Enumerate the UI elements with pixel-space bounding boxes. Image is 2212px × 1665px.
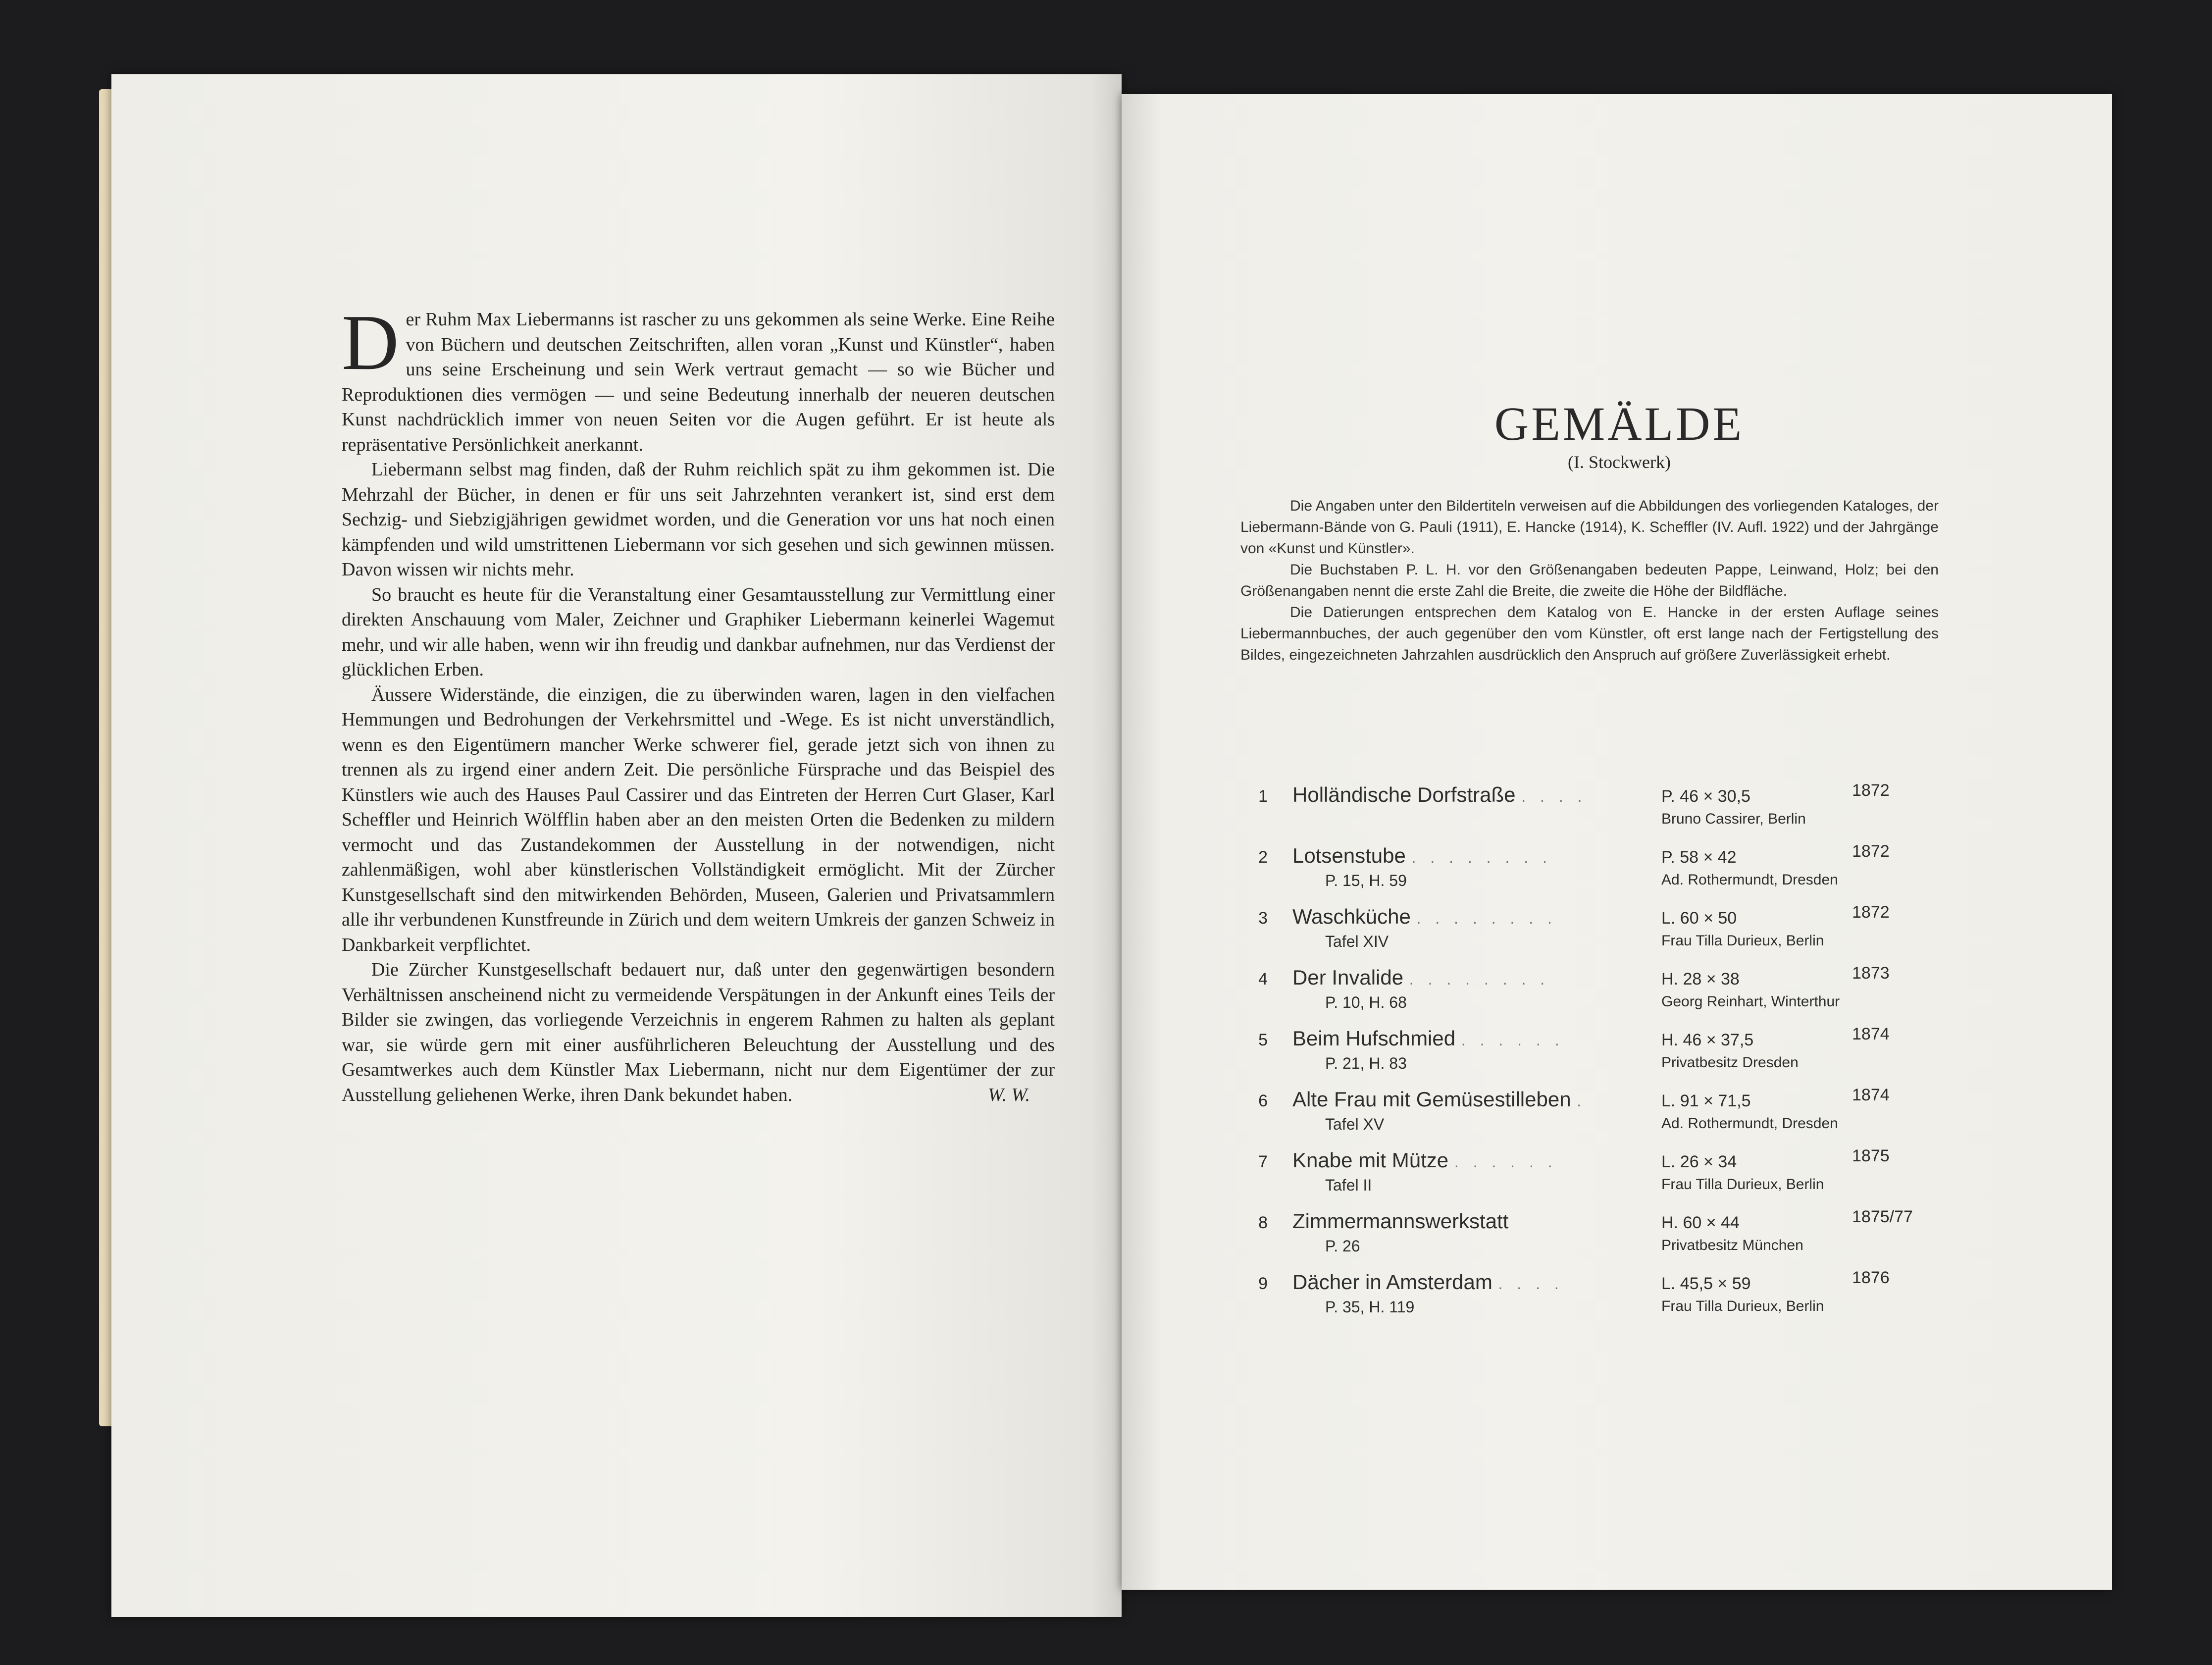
entry-title: Beim Hufschmied . . . . . . — [1292, 1027, 1564, 1050]
entry-year: 1873 — [1852, 964, 1890, 983]
leader-dots: . . . . . . — [1454, 1153, 1557, 1171]
entry-owner: Privatbesitz München — [1661, 1237, 1803, 1253]
entry-year: 1872 — [1852, 842, 1890, 861]
catalog-intro — [1240, 495, 1939, 666]
entry-owner: Bruno Cassirer, Berlin — [1661, 811, 1806, 827]
entry-size: L. 26 × 34 — [1661, 1152, 1737, 1171]
entry-size: L. 91 × 71,5 — [1661, 1092, 1751, 1110]
catalog-entry — [1253, 780, 1946, 841]
entry-size: P. 58 × 42 — [1661, 848, 1737, 867]
entry-size: P. 46 × 30,5 — [1661, 787, 1750, 806]
intro-paragraph-3: Die Datierungen entsprechen dem Katalog von E. Hancke in der ersten Auflage seines Liebermannbuches, der auch gegenüber den vom Künstler, oft erst lange nach der Fertigstellung des Bildes, eingezeichneten Jahrzahlen ausdrücklich den Anspruch auf größere Zuverlässigkeit erhebt. — [1240, 604, 1939, 663]
entry-number: 4 — [1258, 970, 1268, 989]
entry-size: H. 28 × 38 — [1661, 970, 1740, 989]
drop-cap: D — [342, 298, 399, 386]
entry-reference: P. 15, H. 59 — [1325, 872, 1407, 889]
entry-owner: Ad. Rothermundt, Dresden — [1661, 1115, 1838, 1132]
signature: W. W. — [988, 1085, 1030, 1105]
entry-title: Dächer in Amsterdam . . . . — [1292, 1270, 1564, 1294]
entry-title: Knabe mit Mütze . . . . . . — [1292, 1148, 1557, 1172]
entry-owner: Ad. Rothermundt, Dresden — [1661, 872, 1838, 888]
entry-size: H. 60 × 44 — [1661, 1213, 1740, 1232]
catalog-entry — [1253, 1206, 1946, 1267]
entry-size: L. 60 × 50 — [1661, 909, 1737, 928]
entry-number: 3 — [1258, 909, 1268, 928]
entry-size: H. 46 × 37,5 — [1661, 1031, 1754, 1049]
entry-owner: Frau Tilla Durieux, Berlin — [1661, 933, 1824, 949]
paragraph-5: Die Zürcher Kunstgesellschaft bedauert nur, daß unter den gegenwärtigen besondern Verhältnissen anscheinend nicht zu vermeidende Verspätungen in der Ankunft eines Teils der Bilder sie zwingen, das vorliegende Verzeichnis in engerem Rahmen zu halten als geplant war, sie würde gern mit einer ausführlicheren Beleuchtung der Ausstellung und des Gesamtwerkes auch dem Künstler Max Liebermann, nicht nur dem Eigentümer der zur Ausstellung geliehenen Werke, ihren Dank bekundet haben. — [342, 959, 1055, 1105]
entry-year: 1875/77 — [1852, 1207, 1913, 1226]
paragraph-1-text: er Ruhm Max Liebermanns ist rascher zu uns gekommen als seine Werke. Eine Reihe von Büchern und deutschen Zeitschriften, allen voran „Kunst und Künstler“, haben uns seine Erscheinung und sein Werk vertraut gemacht — so wie Bücher und Reproduktionen dies vermögen — und seine Bedeutung innerhalb der neueren deutschen Kunst nachdrücklich immer von neuen Seiten vor die Augen geführt. Er ist heute als repräsentative Persönlichkeit anerkannt. — [342, 309, 1055, 455]
entry-reference: P. 21, H. 83 — [1325, 1054, 1407, 1072]
entry-size: L. 45,5 × 59 — [1661, 1274, 1751, 1293]
entry-title: Alte Frau mit Gemüsestilleben . — [1292, 1088, 1587, 1111]
catalog-entry — [1253, 1145, 1946, 1206]
intro-paragraph-1: Die Angaben unter den Bildertiteln verweisen auf die Abbildungen des vorliegenden Kataloges, der Liebermann-Bände von G. Pauli (1911), E. Hancke (1914), K. Scheffler (IV. Aufl. 1922) und der Jahrgänge von «Kunst und Künstler». — [1240, 498, 1939, 557]
entry-title: Zimmermannswerkstatt — [1292, 1209, 1509, 1233]
entry-number: 7 — [1258, 1152, 1268, 1171]
page-subtitle: (I. Stockwerk) — [1568, 452, 1671, 472]
entry-owner: Frau Tilla Durieux, Berlin — [1661, 1176, 1824, 1193]
leader-dots: . . . . . . . . — [1411, 848, 1552, 866]
entry-reference: P. 26 — [1325, 1237, 1360, 1255]
entry-title: Waschküche . . . . . . . . — [1292, 905, 1557, 928]
entry-number: 1 — [1258, 787, 1268, 806]
entry-number: 8 — [1258, 1213, 1268, 1232]
catalog-list — [1253, 780, 1946, 1328]
entry-year: 1876 — [1852, 1268, 1890, 1287]
entry-year: 1872 — [1852, 903, 1890, 922]
foreword-text — [342, 298, 1055, 1108]
catalog-entry — [1253, 841, 1946, 902]
catalog-entry — [1253, 1267, 1946, 1328]
paragraph-2: Liebermann selbst mag finden, daß der Ruhm reichlich spät zu ihm gekommen ist. Die Mehrzahl der Bücher, in denen er für uns seit Jahrzehnten verankert ist, sind erst dem Sechzig- und Siebzigjährigen gewidmet worden, und die Generation vor uns hat noch einen kämpfenden und wild umstrittenen Liebermann vor sich gesehen und sich gewinnen müssen. Davon wissen wir nichts mehr. — [342, 459, 1055, 580]
entry-number: 9 — [1258, 1274, 1268, 1293]
catalog-entry — [1253, 1085, 1946, 1145]
leader-dots: . . . . . . . . — [1409, 970, 1550, 988]
entry-number: 5 — [1258, 1031, 1268, 1049]
entry-reference: Tafel XIV — [1325, 933, 1389, 950]
leader-dots: . — [1577, 1092, 1587, 1110]
leader-dots: . . . . . . . . — [1416, 909, 1557, 927]
entry-reference: P. 10, H. 68 — [1325, 993, 1407, 1011]
entry-year: 1872 — [1852, 781, 1890, 800]
leader-dots: . . . . — [1498, 1275, 1564, 1293]
entry-reference: Tafel II — [1325, 1176, 1372, 1194]
paragraph-1 — [342, 298, 1055, 457]
entry-owner: Georg Reinhart, Winterthur — [1661, 993, 1840, 1010]
entry-number: 6 — [1258, 1092, 1268, 1110]
entry-year: 1874 — [1852, 1086, 1890, 1104]
intro-paragraph-2: Die Buchstaben P. L. H. vor den Größenangaben bedeuten Pappe, Leinwand, Holz; bei den Größenangaben nennt die erste Zahl die Breite, die zweite die Höhe der Bildfläche. — [1240, 562, 1939, 599]
page-title: GEMÄLDE — [1494, 397, 1745, 450]
entry-title: Der Invalide . . . . . . . . — [1292, 966, 1550, 989]
entry-year: 1874 — [1852, 1025, 1890, 1043]
paragraph-3: So braucht es heute für die Veranstaltung einer Gesamtausstellung zur Vermittlung einer direkten Anschauung vom Maler, Zeichner und Graphiker Liebermann keinerlei Wagemut mehr, und wir alle haben, wenn wir ihn freudig und dankbar aufnehmen, nur das Verdienst der glücklichen Erben. — [342, 584, 1055, 680]
paragraph-4: Äussere Widerstände, die einzigen, die zu überwinden waren, lagen in den vielfachen Hemmungen und Bedrohungen der Verkehrsmittel und -Wege. Es ist nicht unverständlich, wenn es den Eigentümern mancher Werke schwerer fiel, gerade jetzt sich von ihnen zu trennen als zu irgend einer andern Zeit. Die persönliche Fürsprache und das Beispiel des Künstlers wie auch des Hauses Paul Cassirer und das Eintreten der Herren Curt Glaser, Karl Scheffler und Heinrich Wölfflin haben aber an den meisten Orten die Bedenken zu mildern vermocht und das Zustandekommen der Ausstellung in der notwendigen, nicht zahlenmäßigen, wohl aber künstlerischen Vollständigkeit ermöglicht. Mit der Zürcher Kunstgesellschaft sind den mitwirkenden Behörden, Museen, Galerien und Privatsammlern alle ihr verbundenen Kunstfreunde in Zürich und dem weitern Umkreis der ganzen Schweiz in Dankbarkeit verpflichtet. — [342, 684, 1055, 955]
leader-dots: . . . . — [1521, 787, 1587, 805]
catalog-entry — [1253, 902, 1946, 963]
catalog-entry — [1253, 1024, 1946, 1085]
entry-owner: Privatbesitz Dresden — [1661, 1054, 1799, 1071]
entry-reference: Tafel XV — [1325, 1115, 1385, 1133]
leader-dots: . . . . . . — [1461, 1031, 1564, 1049]
entry-title: Lotsenstube . . . . . . . . — [1292, 844, 1552, 867]
catalog-entry — [1253, 963, 1946, 1024]
entry-reference: P. 35, H. 119 — [1325, 1298, 1415, 1316]
entry-year: 1875 — [1852, 1146, 1890, 1165]
entry-number: 2 — [1258, 848, 1268, 867]
entry-title: Holländische Dorfstraße . . . . — [1292, 783, 1587, 806]
entry-owner: Frau Tilla Durieux, Berlin — [1661, 1298, 1824, 1314]
